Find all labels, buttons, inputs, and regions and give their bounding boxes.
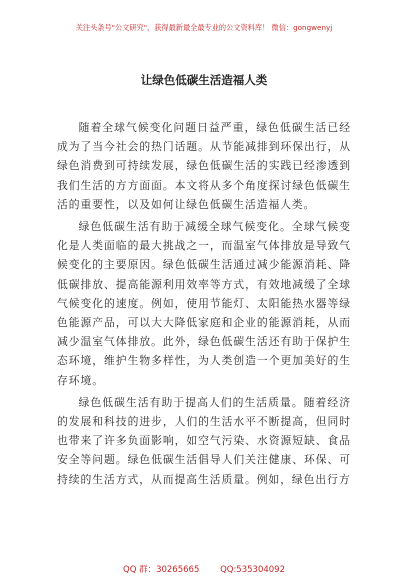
- footer-qq-group: QQ 群：30265665: [123, 565, 200, 575]
- footer-qq: QQ:535304092: [220, 565, 285, 575]
- paragraph: 绿色低碳生活有助于减缓全球气候变化。全球气候变化是人类面临的最大挑战之一，而温室气体排放是导致气候变化的主要原因。绿色低碳生活通过减少能源消耗、降低碳排放、提高能源利用效率等方式，有效地减缓了全球气候变化的速度。例如，使用节能灯、太阳能热水器等绿色能源产品，可以大大降低家庭和企业的能源消耗，从而减少温室气体排放。此外，绿色低碳生活还有助于保护生态环境，维护生物多样性，为人类创造一个更加美好的生存环境。: [57, 220, 351, 387]
- paragraph: 绿色低碳生活有助于提高人们的生活质量。随着经济的发展和科技的进步，人们的生活水平不断提高，但同时也带来了许多负面影响，如空气污染、水资源短缺、食品安全等问题。绿色低碳生活倡导人们关注健康、环保、可持续的生活方式，从而提高生活质量。例如，绿色出行方: [57, 395, 351, 486]
- header-banner: 关注头条号"公文研究"，获得最新最全最专业的公文资料库！ 微信：gongwenyj: [75, 23, 333, 32]
- footer-contact: [0, 563, 408, 575]
- paragraph: 随着全球气候变化问题日益严重，绿色低碳生活已经成为了当今社会的热门话题。从节能减排到环保出行，从绿色消费到可持续发展，绿色低碳生活的实践已经渗透到我们生活的方方面面。本文将从多个角度探讨绿色低碳生活的重要性，以及如何让绿色低碳生活造福人类。: [57, 121, 351, 211]
- document-body: [57, 118, 351, 492]
- document-title: 让绿色低碳生活造福人类: [140, 73, 268, 87]
